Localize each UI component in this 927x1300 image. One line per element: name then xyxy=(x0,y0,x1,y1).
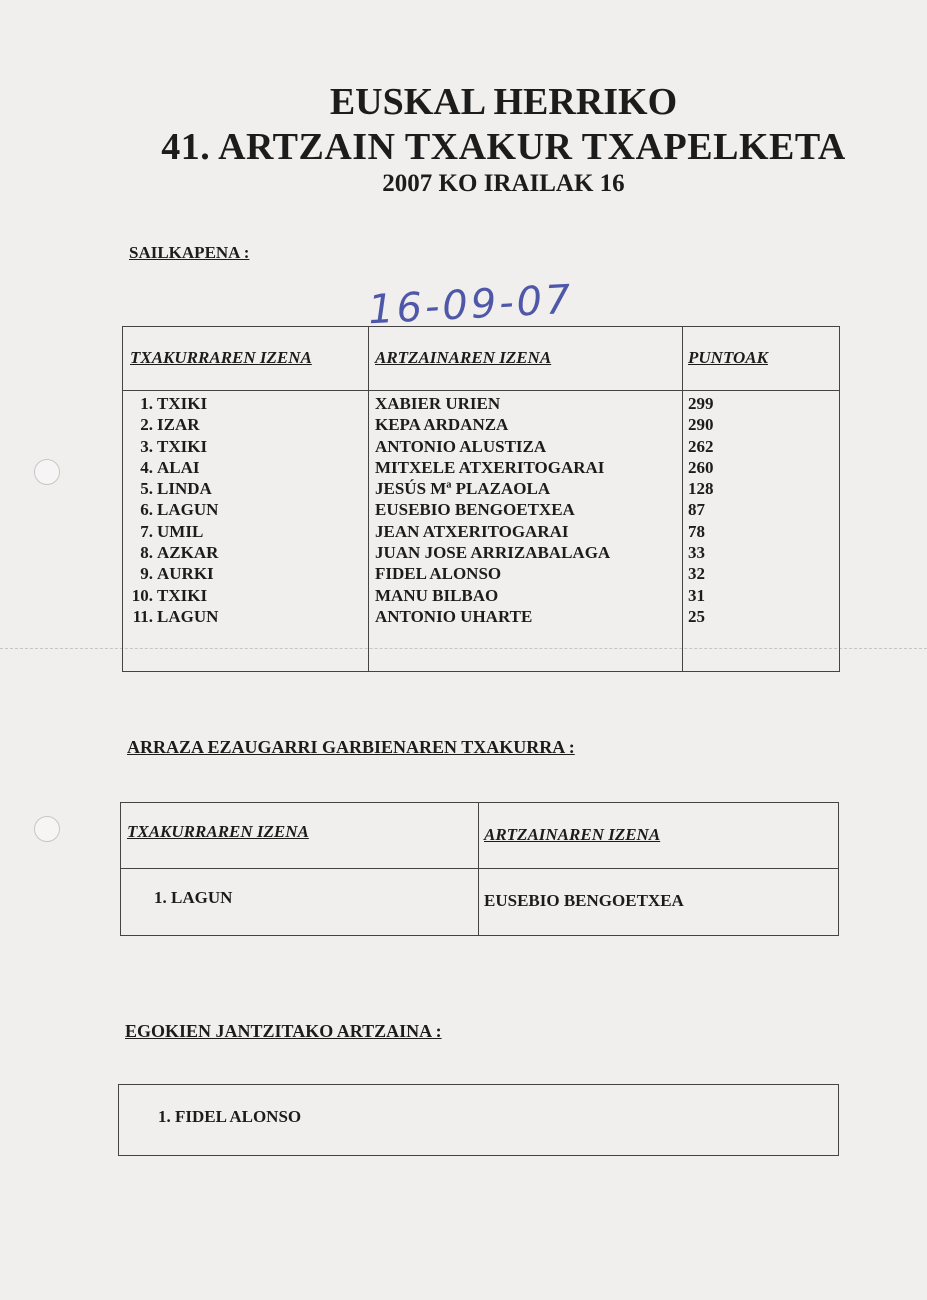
dog-name: LAGUN xyxy=(157,606,219,626)
table-row xyxy=(123,414,218,435)
rank-number: 3. xyxy=(140,436,153,456)
ranking-label: SAILKAPENA : xyxy=(129,243,250,262)
dog-name: ALAI xyxy=(157,457,200,477)
dog-name: TXIKI xyxy=(157,394,208,413)
dressed-shepherd-name: 1. FIDEL ALONSO xyxy=(158,1107,302,1126)
points-value: 290 xyxy=(688,415,714,435)
title-line-2: 41. ARTZAIN TXAKUR TXAPELKETA xyxy=(161,126,846,168)
points-value: 262 xyxy=(688,436,714,456)
ranking-points-column xyxy=(688,393,714,627)
dog-name: TXIKI xyxy=(157,585,208,605)
table-row xyxy=(123,393,218,414)
shepherd-name: JESÚS Mª PLAZAOLA xyxy=(375,479,551,499)
shepherd-name: KEPA ARDANZA xyxy=(375,415,509,435)
shepherd-name: MITXELE ATXERITOGARAI xyxy=(375,457,605,477)
shepherd-name: EUSEBIO BENGOETXEA xyxy=(375,500,575,520)
ranking-header-divider xyxy=(122,390,840,391)
table-row xyxy=(123,478,218,499)
points-value: 128 xyxy=(688,479,714,499)
ranking-header-dog: TXAKURRAREN IZENA xyxy=(130,348,312,367)
points-value: 87 xyxy=(688,500,705,520)
punch-hole xyxy=(34,816,60,842)
breed-shepherd-name: EUSEBIO BENGOETXEA xyxy=(484,891,684,910)
rank-number: 9. xyxy=(140,564,153,584)
table-row xyxy=(123,499,218,520)
dog-name: LINDA xyxy=(157,479,212,499)
points-value: 33 xyxy=(688,543,705,563)
handwritten-date: 16-09-07 xyxy=(366,276,575,334)
shepherd-name: JUAN JOSE ARRIZABALAGA xyxy=(375,543,611,563)
breed-header-divider xyxy=(120,868,839,869)
table-row xyxy=(123,436,218,457)
rank-number: 1. xyxy=(140,394,153,413)
breed-header-dog: TXAKURRAREN IZENA xyxy=(127,822,309,841)
table-row xyxy=(123,585,218,606)
rank-number: 6. xyxy=(140,500,153,520)
rank-number: 5. xyxy=(140,479,153,499)
ranking-shepherd-column xyxy=(375,393,610,627)
shepherd-name: FIDEL ALONSO xyxy=(375,564,502,584)
rank-number: 4. xyxy=(140,457,153,477)
ranking-dog-column xyxy=(123,393,218,627)
punch-hole xyxy=(34,459,60,485)
rank-number: 10. xyxy=(131,585,153,605)
points-value: 25 xyxy=(688,606,705,626)
dog-name: AZKAR xyxy=(157,543,219,563)
table-row xyxy=(123,542,218,563)
breed-dog-name: 1. LAGUN xyxy=(154,888,233,907)
rank-number: 2. xyxy=(140,415,153,435)
table-row xyxy=(123,521,218,542)
points-value: 31 xyxy=(688,585,705,605)
title-date: 2007 KO IRAILAK 16 xyxy=(382,170,625,197)
ranking-header-shepherd: ARTZAINAREN IZENA xyxy=(375,348,552,367)
shepherd-name: JEAN ATXERITOGARAI xyxy=(375,521,569,541)
points-value: 32 xyxy=(688,564,705,584)
breed-col-divider xyxy=(478,802,479,936)
ranking-col-divider xyxy=(682,326,683,672)
points-value: 299 xyxy=(688,394,714,413)
breed-label: ARRAZA EZAUGARRI GARBIENAREN TXAKURRA : xyxy=(127,737,575,757)
breed-header-shepherd: ARTZAINAREN IZENA xyxy=(484,825,661,844)
table-row xyxy=(123,606,218,627)
ranking-header-points: PUNTOAK xyxy=(688,348,768,367)
ranking-col-divider xyxy=(368,326,369,672)
dog-name: AURKI xyxy=(157,564,214,584)
shepherd-name: MANU BILBAO xyxy=(375,585,499,605)
dog-name: LAGUN xyxy=(157,500,219,520)
dog-name: UMIL xyxy=(157,521,204,541)
shepherd-name: ANTONIO ALUSTIZA xyxy=(375,436,547,456)
dog-name: TXIKI xyxy=(157,436,208,456)
dog-name: IZAR xyxy=(157,415,200,435)
table-row xyxy=(123,457,218,478)
dressed-label: EGOKIEN JANTZITAKO ARTZAINA : xyxy=(125,1021,442,1041)
rank-number: 7. xyxy=(140,521,153,541)
shepherd-name: XABIER URIEN xyxy=(375,394,501,413)
rank-number: 8. xyxy=(140,543,153,563)
points-value: 260 xyxy=(688,457,714,477)
points-value: 78 xyxy=(688,521,705,541)
rank-number: 11. xyxy=(132,606,153,626)
table-row xyxy=(123,563,218,584)
shepherd-name: ANTONIO UHARTE xyxy=(375,606,533,626)
title-line-1: EUSKAL HERRIKO xyxy=(329,81,678,123)
